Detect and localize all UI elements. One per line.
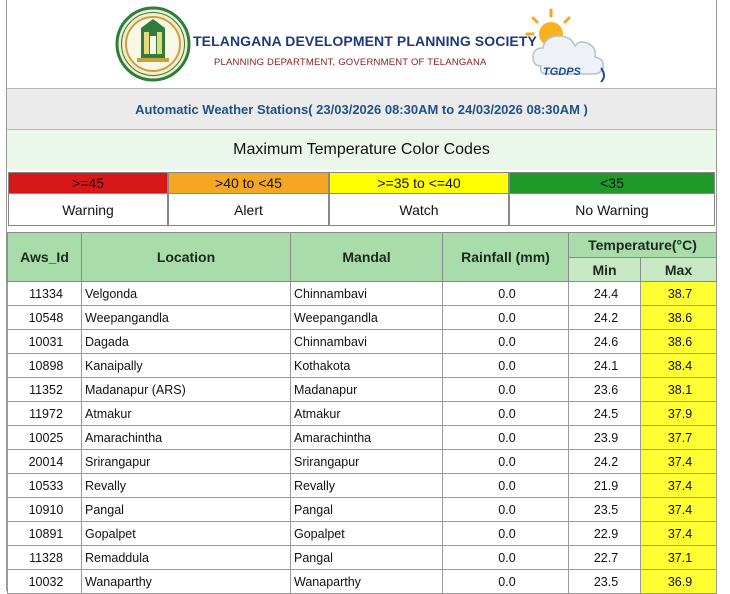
cell-rainfall: 0.0 [443,330,569,354]
legend-range-no-warning: <35 [509,172,715,194]
cell-min-temp: 24.2 [569,450,641,474]
legend-label-warning: Warning [8,194,168,226]
cell-location: Velgonda [82,282,291,306]
cell-rainfall: 0.0 [443,354,569,378]
cell-mandal: Weepangandla [291,306,443,330]
report-page [6,0,717,591]
cell-max-temp: 37.9 [641,402,717,426]
cell-location: Gopalpet [82,522,291,546]
header-rainfall: Rainfall (mm) [443,233,569,282]
legend-label-no-warning: No Warning [509,194,715,226]
cell-rainfall: 0.0 [443,474,569,498]
cell-min-temp: 23.5 [569,570,641,594]
cell-max-temp: 37.4 [641,522,717,546]
cell-aws-id: 11352 [8,378,82,402]
cell-min-temp: 24.1 [569,354,641,378]
cell-min-temp: 24.4 [569,282,641,306]
table-row [8,282,717,306]
cell-location: Remaddula [82,546,291,570]
cell-aws-id: 10891 [8,522,82,546]
legend-range-warning: >=45 [8,172,168,194]
cell-min-temp: 22.9 [569,522,641,546]
table-row [8,378,717,402]
table-row [8,402,717,426]
aws-title-band [7,88,716,130]
table-row [8,522,717,546]
cell-location: Pangal [82,498,291,522]
legend-range-alert: >40 to <45 [168,172,329,194]
cell-max-temp: 38.4 [641,354,717,378]
cell-mandal: Chinnambavi [291,330,443,354]
table-row [8,330,717,354]
cell-min-temp: 24.5 [569,402,641,426]
cell-mandal: Madanapur [291,378,443,402]
cell-min-temp: 24.6 [569,330,641,354]
cell-aws-id: 20014 [8,450,82,474]
cell-rainfall: 0.0 [443,546,569,570]
legend-range-watch: >=35 to <=40 [329,172,509,194]
cell-max-temp: 38.1 [641,378,717,402]
cell-rainfall: 0.0 [443,378,569,402]
color-codes-title: Maximum Temperature Color Codes [233,141,490,158]
cell-mandal: Gopalpet [291,522,443,546]
cell-aws-id: 10910 [8,498,82,522]
table-row [8,546,717,570]
color-codes-band [7,130,716,170]
table-row [8,498,717,522]
cell-location: Kanaipally [82,354,291,378]
cell-mandal: Kothakota [291,354,443,378]
cell-min-temp: 24.2 [569,306,641,330]
cell-min-temp: 23.5 [569,498,641,522]
cell-max-temp: 37.4 [641,450,717,474]
cell-min-temp: 22.7 [569,546,641,570]
table-row [8,450,717,474]
aws-title: Automatic Weather Stations( 23/03/2026 08:30AM to 24/03/2026 08:30AM ) [135,101,588,117]
header-min: Min [569,258,641,282]
cell-rainfall: 0.0 [443,570,569,594]
organization-name: TELANGANA DEVELOPMENT PLANNING SOCIETY [193,33,537,49]
table-row [8,426,717,450]
cell-aws-id: 10898 [8,354,82,378]
legend-label-alert: Alert [168,194,329,226]
cell-rainfall: 0.0 [443,450,569,474]
header [7,0,716,88]
cell-rainfall: 0.0 [443,498,569,522]
tgdps-logo-text: TGDPS [543,66,581,78]
cell-min-temp: 21.9 [569,474,641,498]
cell-mandal: Atmakur [291,402,443,426]
cell-min-temp: 23.6 [569,378,641,402]
cell-aws-id: 11328 [8,546,82,570]
cell-max-temp: 38.6 [641,306,717,330]
cell-max-temp: 36.9 [641,570,717,594]
cell-mandal: Pangal [291,546,443,570]
cell-aws-id: 10031 [8,330,82,354]
cell-max-temp: 37.4 [641,498,717,522]
cell-location: Revally [82,474,291,498]
cell-aws-id: 10533 [8,474,82,498]
cell-mandal: Wanaparthy [291,570,443,594]
cell-aws-id: 11334 [8,282,82,306]
cell-max-temp: 38.7 [641,282,717,306]
cell-location: Weepangandla [82,306,291,330]
cell-location: Srirangapur [82,450,291,474]
cell-mandal: Amarachintha [291,426,443,450]
cell-min-temp: 23.9 [569,426,641,450]
header-temperature: Temperature(°C) [569,233,717,258]
cell-aws-id: 10032 [8,570,82,594]
cell-max-temp: 37.1 [641,546,717,570]
table-row [8,354,717,378]
cell-location: Madanapur (ARS) [82,378,291,402]
cell-location: Dagada [82,330,291,354]
cell-aws-id: 10025 [8,426,82,450]
cell-location: Amarachintha [82,426,291,450]
cell-mandal: Srirangapur [291,450,443,474]
table-row [8,474,717,498]
table-row [8,570,717,594]
cell-location: Atmakur [82,402,291,426]
cell-mandal: Chinnambavi [291,282,443,306]
header-max: Max [641,258,717,282]
cell-aws-id: 11972 [8,402,82,426]
cell-rainfall: 0.0 [443,282,569,306]
cell-max-temp: 38.6 [641,330,717,354]
header-aws-id: Aws_Id [8,233,82,282]
telangana-seal-logo [115,6,191,82]
cell-mandal: Revally [291,474,443,498]
cell-rainfall: 0.0 [443,402,569,426]
cell-rainfall: 0.0 [443,306,569,330]
color-code-legend [8,172,715,226]
cell-location: Wanaparthy [82,570,291,594]
header-location: Location [82,233,291,282]
cell-max-temp: 37.4 [641,474,717,498]
table-row [8,306,717,330]
cell-mandal: Pangal [291,498,443,522]
weather-data-table [7,232,717,594]
legend-label-watch: Watch [329,194,509,226]
organization-subtitle: PLANNING DEPARTMENT, GOVERNMENT OF TELANGANA [214,57,487,68]
cell-rainfall: 0.0 [443,522,569,546]
cell-max-temp: 37.7 [641,426,717,450]
header-mandal: Mandal [291,233,443,282]
cell-aws-id: 10548 [8,306,82,330]
cell-rainfall: 0.0 [443,426,569,450]
